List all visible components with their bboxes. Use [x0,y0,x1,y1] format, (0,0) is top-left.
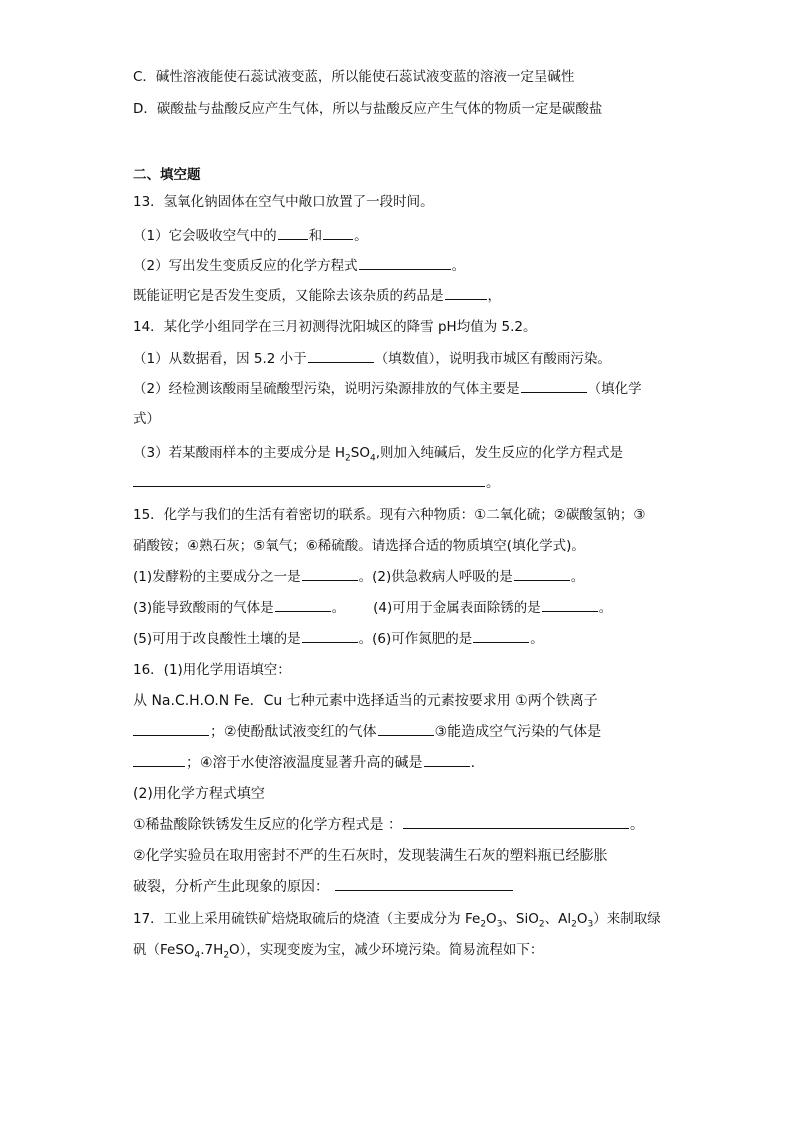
answer-blank[interactable] [133,474,485,487]
section-title-fill-in: 二、填空题 [133,167,201,183]
answer-blank[interactable] [473,630,529,643]
q17-line2: 矾$(FeSO_4.7H_2O)$，实现变废为宝，减少环境污染。简易流程如下： [133,942,544,961]
q14-part3: （3）若某酸雨样本的主要成分是 $H_2SO_4$,则加入纯碱后，发生反应的化学方程式是 [133,445,624,464]
q16-line3: ；④溶于水使溶液温度显著升高的碱是 . [133,754,475,772]
q15-row2: (3)能导致酸雨的气体是 。 (4)可用于金属表面除锈的是 。 [133,600,613,616]
q14-part2-cont: 式） [133,411,160,427]
answer-blank[interactable] [302,568,358,581]
q16-sub2: (2)用化学方程式填空 [133,786,265,802]
q14-part2: （2）经检测该酸雨呈硫酸型污染，说明污染源排放的气体主要是 （填化学 [133,381,642,397]
answer-blank[interactable] [514,568,570,581]
answer-blank[interactable] [302,630,358,643]
q15-row1: (1)发酵粉的主要成分之一是 。(2)供急救病人呼吸的是 。 [133,569,585,585]
answer-blank[interactable] [521,380,587,393]
q16-eq2-cont: 破裂，分析产生此现象的原因： [133,878,514,896]
q14-part1: （1）从数据看，因 5.2 小于 （填数值），说明我市城区有酸雨污染。 [133,351,611,367]
q16-eq2: ②化学实验员在取用密封不严的生石灰时，发现装满生石灰的塑料瓶已经膨胀 [133,848,608,864]
q17-line1: 17．工业上采用硫铁矿焙烧取硫后的烧渣（主要成分为 $Fe_2O_3$、SiO$_2$、$Al_2O_3$）来制取绿 [133,911,661,930]
answer-blank[interactable] [278,227,308,240]
q13-stem: 13．氢氧化钠固体在空气中敞口放置了一段时间。 [133,194,434,210]
q13-part3: 既能证明它是否发生变质，又能除去该杂质的药品是 ， [133,288,501,304]
q15-stem-line2: 硝酸铵；④熟石灰；⑤氧气；⑥稀硫酸。请选择合适的物质填空(填化学式)。 [133,538,585,554]
answer-blank[interactable] [323,227,353,240]
q13-part1: （1）它会吸收空气中的 和 。 [133,228,368,244]
answer-blank[interactable] [133,723,209,736]
q16-line2: ；②使酚酞试液变红的气体 ③能造成空气污染的气体是 [133,723,601,741]
q14-stem: 14．某化学小组同学在三月初测得沈阳城区的降雪 pH均值为 5.2。 [133,319,537,335]
answer-blank[interactable] [133,754,185,767]
answer-blank[interactable] [424,754,470,767]
q16-stem: 16．(1)用化学用语填空： [133,662,291,678]
answer-blank[interactable] [378,723,434,736]
answer-blank[interactable] [335,878,513,891]
answer-blank[interactable] [542,599,598,612]
answer-blank[interactable] [308,350,374,363]
answer-blank[interactable] [359,257,451,270]
q14-part3-answer: 。 [133,474,500,492]
q16-eq1: ①稀盐酸除铁锈发生反应的化学方程式是 ： 。 [133,817,644,833]
q16-line1: 从 Na.C.H.O.N Fe．Cu 七种元素中选择适当的元素按要求用 ①两个铁离子 [133,693,598,709]
answer-blank[interactable] [445,287,487,300]
answer-blank[interactable] [275,599,331,612]
q12-option-d: D．碳酸盐与盐酸反应产生气体，所以与盐酸反应产生气体的物质一定是碳酸盐 [133,101,603,117]
q13-part2: （2）写出发生变质反应的化学方程式 。 [133,258,466,274]
answer-blank[interactable] [403,816,629,829]
q12-option-c: C．碱性溶液能使石蕊试液变蓝，所以能使石蕊试液变蓝的溶液一定呈碱性 [133,69,575,85]
q15-row3: (5)可用于改良酸性土壤的是 。(6)可作氮肥的是 。 [133,631,544,647]
q15-stem-line1: 15．化学与我们的生活有着密切的联系。现有六种物质：①二氧化硫；②碳酸氢钠；③ [133,507,646,523]
